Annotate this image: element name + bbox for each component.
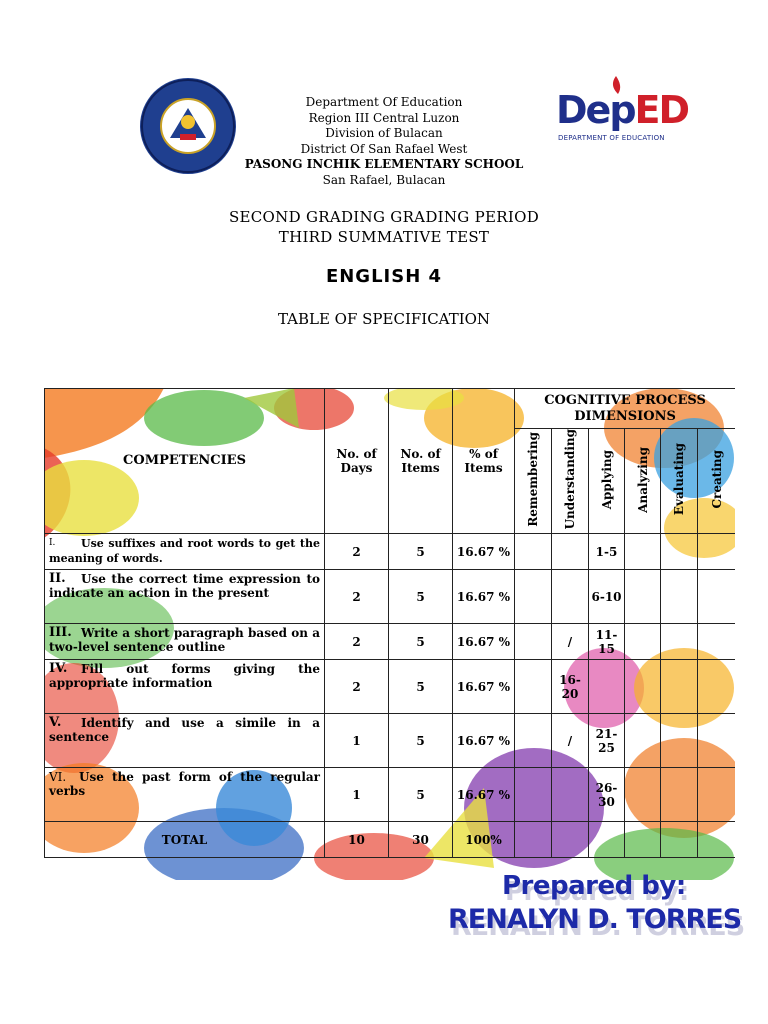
days-cell: 1 — [325, 714, 389, 768]
understanding-cell: / — [552, 714, 589, 768]
header-understanding-label: Understanding — [563, 429, 577, 530]
specification-table — [44, 388, 735, 858]
analyzing-cell — [625, 768, 661, 822]
applying-cell: 21-25 — [589, 714, 625, 768]
competency-number: IV. — [49, 661, 68, 676]
header-cognitive-process: COGNITIVE PROCESS DIMENSIONS — [515, 389, 736, 429]
competency-cell — [45, 624, 325, 660]
understanding-cell: 16-20 — [552, 660, 589, 714]
applying-cell: 11-15 — [589, 624, 625, 660]
header-no-of-items: No. of Items — [389, 389, 453, 534]
creating-cell — [698, 624, 736, 660]
competency-text: Identify and use a simile in a sentence — [49, 716, 320, 744]
header-creating-label: Creating — [709, 450, 724, 509]
days-cell: 2 — [325, 660, 389, 714]
logo-word-ed: ED — [634, 88, 689, 132]
analyzing-cell — [625, 660, 661, 714]
header-line-division: Division of Bulacan — [325, 126, 443, 140]
applying-cell: 26-30 — [589, 768, 625, 822]
days-cell: 1 — [325, 768, 389, 822]
test-name: THIRD SUMMATIVE TEST — [278, 228, 490, 246]
days-cell: 2 — [325, 624, 389, 660]
specification-table-area — [44, 388, 735, 880]
items-cell: 5 — [389, 768, 453, 822]
creating-cell — [698, 534, 736, 570]
header-understanding — [552, 429, 589, 534]
analyzing-cell — [625, 822, 661, 858]
deped-logo — [556, 72, 689, 152]
table-row — [45, 570, 736, 624]
header-percent-of-items: % of Items — [453, 389, 515, 534]
analyzing-cell — [625, 534, 661, 570]
applying-cell — [589, 822, 625, 858]
percent-cell: 16.67 % — [453, 660, 515, 714]
logo-word-dep: Dep — [556, 88, 635, 132]
total-days: 10 — [325, 822, 389, 858]
remembering-cell — [515, 570, 552, 624]
evaluating-cell — [661, 768, 698, 822]
applying-cell: 1-5 — [589, 534, 625, 570]
evaluating-cell — [661, 534, 698, 570]
total-row — [45, 822, 736, 858]
header-line-region: Region III Central Luzon — [308, 110, 460, 125]
percent-cell: 16.67 % — [453, 534, 515, 570]
table-row — [45, 714, 736, 768]
competency-number: II. — [49, 571, 66, 586]
document-title: TABLE OF SPECIFICATION — [277, 310, 491, 328]
header-creating — [698, 429, 736, 534]
logo-subtitle: DEPARTMENT OF EDUCATION — [558, 134, 665, 142]
remembering-cell — [515, 714, 552, 768]
header-competencies: COMPETENCIES — [45, 389, 325, 534]
days-cell: 2 — [325, 534, 389, 570]
remembering-cell — [515, 822, 552, 858]
school-header — [234, 95, 534, 188]
header-remembering-label: Remembering — [526, 432, 540, 527]
deped-seal-logo — [140, 78, 236, 174]
header-line-department: Department Of Education — [305, 95, 463, 109]
items-cell: 5 — [389, 624, 453, 660]
items-cell: 5 — [389, 714, 453, 768]
evaluating-cell — [661, 660, 698, 714]
author-name: RENALYN D. TORRES — [448, 904, 742, 935]
remembering-cell — [515, 660, 552, 714]
creating-cell — [698, 822, 736, 858]
creating-cell — [698, 660, 736, 714]
competency-cell — [45, 714, 325, 768]
header-evaluating-label: Evaluating — [672, 443, 686, 516]
competency-cell — [45, 660, 325, 714]
creating-cell — [698, 714, 736, 768]
competency-number: III. — [49, 625, 72, 640]
test-title — [0, 207, 768, 247]
header-applying — [589, 429, 625, 534]
analyzing-cell — [625, 624, 661, 660]
competency-cell — [45, 570, 325, 624]
table-row — [45, 624, 736, 660]
analyzing-cell — [625, 714, 661, 768]
items-cell: 5 — [389, 660, 453, 714]
header-line-school: PASONG INCHIK ELEMENTARY SCHOOL — [244, 157, 524, 171]
header-remembering — [515, 429, 552, 534]
days-cell: 2 — [325, 570, 389, 624]
evaluating-cell — [661, 822, 698, 858]
competency-text: Use suffixes and root words to get the meaning of words. — [49, 537, 320, 565]
percent-cell: 16.67 % — [453, 714, 515, 768]
table-row — [45, 660, 736, 714]
understanding-cell — [552, 534, 589, 570]
header-line-district: District Of San Rafael West — [300, 141, 468, 156]
subject-title: ENGLISH 4 — [325, 266, 443, 287]
header-no-of-days: No. of Days — [325, 389, 389, 534]
total-percent: 100% — [453, 822, 515, 858]
applying-cell — [589, 660, 625, 714]
remembering-cell — [515, 624, 552, 660]
header-applying-label: Applying — [599, 449, 614, 510]
competency-number: I. — [49, 538, 56, 548]
remembering-cell — [515, 534, 552, 570]
creating-cell — [698, 768, 736, 822]
prepared-by-label: Prepared by: — [502, 871, 686, 901]
understanding-cell — [552, 822, 589, 858]
table-row — [45, 768, 736, 822]
items-cell: 5 — [389, 534, 453, 570]
competency-text: Write a short paragraph based on a two-level sentence outline — [49, 626, 320, 654]
percent-cell: 16.67 % — [453, 570, 515, 624]
understanding-cell: / — [552, 624, 589, 660]
header-analyzing — [625, 429, 661, 534]
items-cell: 5 — [389, 570, 453, 624]
competency-text: Use the past form of the regular verbs — [49, 770, 320, 798]
table-row — [45, 534, 736, 570]
evaluating-cell — [661, 714, 698, 768]
competency-number: VI. — [49, 770, 67, 784]
header-line-location: San Rafael, Bulacan — [322, 172, 446, 187]
evaluating-cell — [661, 570, 698, 624]
header-evaluating — [661, 429, 698, 534]
analyzing-cell — [625, 570, 661, 624]
evaluating-cell — [661, 624, 698, 660]
competency-text: Fill out forms giving the appropriate information — [49, 662, 320, 690]
competency-number: V. — [49, 715, 62, 730]
header-analyzing-label: Analyzing — [635, 446, 650, 513]
understanding-cell — [552, 570, 589, 624]
total-items: 30 — [389, 822, 453, 858]
applying-cell: 6-10 — [589, 570, 625, 624]
remembering-cell — [515, 768, 552, 822]
percent-cell: 16.67 % — [453, 624, 515, 660]
competency-cell — [45, 534, 325, 570]
grading-period: SECOND GRADING GRADING PERIOD — [228, 208, 540, 226]
total-label: TOTAL — [45, 822, 325, 858]
percent-cell: 16.67 % — [453, 768, 515, 822]
competency-text: Use the correct time expression to indicate an action in the present — [49, 572, 320, 600]
competency-cell — [45, 768, 325, 822]
understanding-cell — [552, 768, 589, 822]
creating-cell — [698, 570, 736, 624]
